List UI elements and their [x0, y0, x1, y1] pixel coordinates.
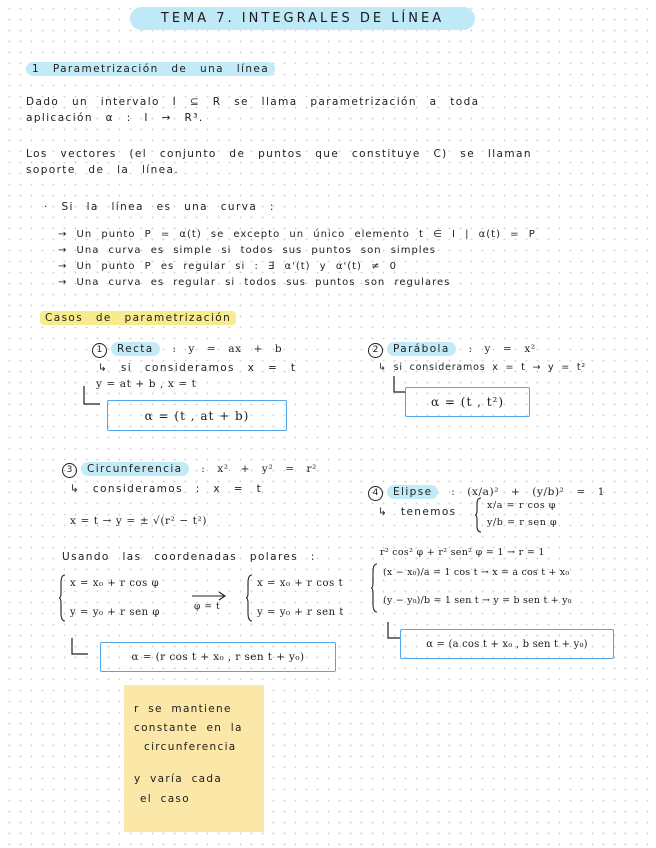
note-line: el caso	[140, 793, 190, 805]
circunferencia-step-1: ↳ consideramos : x = t	[70, 483, 263, 495]
note-line: circunferencia	[144, 741, 237, 753]
bullet-item: → Una curva es simple si todos sus puntos son simples	[58, 245, 436, 256]
parabola-result-box: α = (t , t²)	[405, 387, 530, 417]
circunferencia-equation: : x² + y² = r²	[201, 463, 317, 475]
elipse-equation: : (x/a)² + (y/b)² = 1	[451, 486, 606, 498]
circunferencia-step-2: x = t → y = ± √(r² − t²)	[70, 515, 208, 527]
polar-substitution: φ = t	[194, 602, 221, 612]
elipse-identity: r² cos² φ + r² sen² φ = 1 → r = 1	[380, 547, 545, 558]
note-line: r se mantiene	[134, 703, 232, 715]
recta-name: Recta	[111, 342, 160, 356]
polar-y-t: y = y₀ + r sen t	[257, 607, 345, 618]
sticky-note	[124, 685, 264, 832]
parabola-heading	[368, 343, 536, 358]
elipse-solve-x: (x − x₀)/a = 1 cos t → x = a cos t + x₀	[383, 567, 570, 578]
circunferencia-result-box: α = (r cos t + x₀ , r sen t + y₀)	[100, 642, 336, 672]
cases-heading	[40, 312, 236, 324]
bullet-item: → Un punto P es regular si : ∃ α'(t) y α'(t) ≠ 0	[58, 261, 398, 272]
polar-x-t: x = x₀ + r cos t	[257, 578, 344, 589]
support-line-2: soporte de la línea.	[26, 164, 180, 176]
cases-heading-text: Casos de parametrización	[40, 311, 236, 325]
elipse-result-box: α = (a cos t + x₀ , b sen t + y₀)	[400, 629, 614, 659]
bullet-item: → Una curva es regular si todos sus puntos son regulares	[58, 277, 451, 288]
section-heading	[26, 63, 275, 75]
bullet-item: → Un punto P = α(t) se excepto un único elemento t ∈ I | α(t) = P	[58, 229, 536, 240]
circunferencia-heading	[62, 463, 317, 478]
elipse-solve-y: (y − y₀)/b = 1 sen t → y = b sen t + y₀	[383, 595, 572, 606]
circunferencia-name: Circunferencia	[81, 462, 189, 476]
arrow-down-right-icon	[68, 636, 92, 660]
brace-left-icon	[370, 562, 380, 614]
number-3-badge: 3	[62, 463, 77, 478]
brace-left-icon	[474, 496, 484, 534]
parabola-equation: : y = x²	[468, 343, 536, 355]
number-1-badge: 1	[92, 343, 107, 358]
recta-step-2: y = at + b , x = t	[96, 378, 197, 390]
note-line: y varía cada	[134, 773, 223, 785]
number-2-badge: 2	[368, 343, 383, 358]
number-4-badge: 4	[368, 486, 383, 501]
page-title: TEMA 7. INTEGRALES DE LÍNEA	[160, 11, 445, 26]
elipse-step-1: ↳ tenemos	[378, 506, 457, 518]
elipse-system-y: y/b = r sen φ	[487, 517, 558, 528]
support-line-1: Los vectores (el conjunto de puntos que constituye C) se llaman	[26, 148, 532, 160]
recta-equation: : y = ax + b	[172, 343, 283, 355]
polar-x-phi: x = x₀ + r cos φ	[70, 578, 160, 589]
polar-y-phi: y = y₀ + r sen φ	[70, 607, 161, 618]
parabola-name: Parábola	[387, 342, 456, 356]
arrow-down-right-icon	[80, 384, 104, 410]
brace-left-icon	[245, 573, 255, 623]
brace-left-icon	[58, 573, 68, 623]
arrow-right-icon	[190, 591, 230, 601]
parabola-step-1: ↳ si consideramos x = t → y = t²	[378, 362, 586, 373]
recta-heading	[92, 343, 282, 358]
elipse-heading	[368, 486, 605, 501]
elipse-system-x: x/a = r cos φ	[487, 500, 557, 511]
section-heading-text: 1 Parametrización de una línea	[26, 62, 275, 76]
polar-intro: Usando las coordenadas polares :	[62, 551, 316, 563]
curve-intro: · Si la línea es una curva :	[44, 201, 275, 213]
recta-result-box: α = (t , at + b)	[107, 400, 287, 431]
intro-line-1: Dado un intervalo I ⊆ R se llama parametrización a toda	[26, 96, 480, 108]
recta-step-1: ↳ si consideramos x = t	[98, 362, 297, 374]
note-line: constante en la	[134, 722, 243, 734]
intro-line-2: aplicación α : I → R³.	[26, 112, 204, 124]
elipse-name: Elipse	[387, 485, 438, 499]
